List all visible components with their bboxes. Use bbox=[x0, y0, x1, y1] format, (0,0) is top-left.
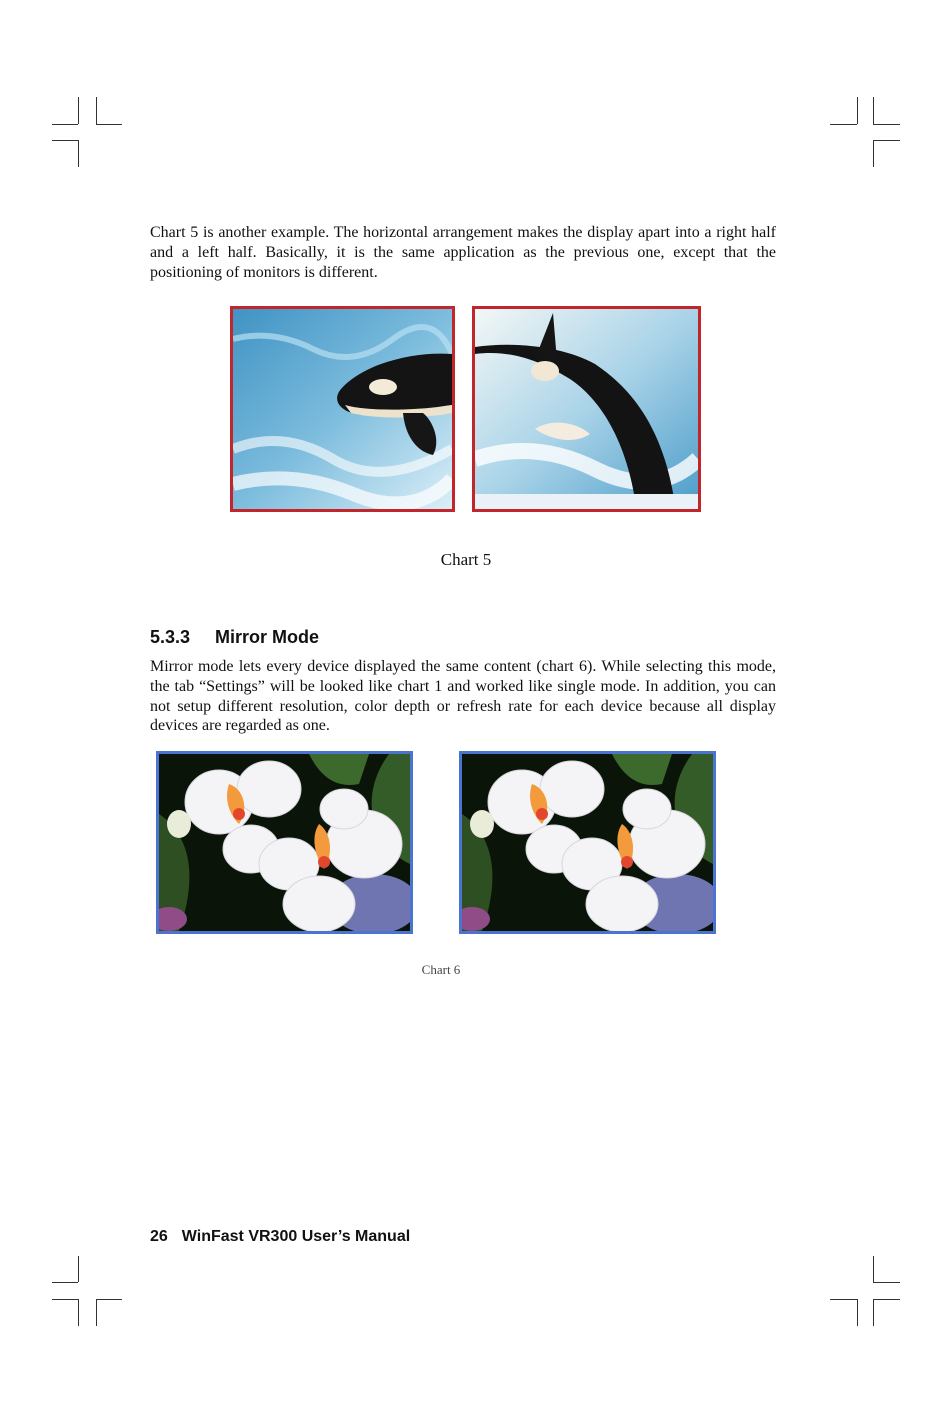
section-number: 5.3.3 bbox=[150, 627, 191, 647]
chart6-caption: Chart 6 bbox=[421, 962, 461, 977]
page-number: 26 bbox=[150, 1228, 168, 1245]
chart5-caption: Chart 5 bbox=[440, 550, 492, 569]
chart6-right-image bbox=[459, 751, 716, 934]
mirror-mode-paragraph: Mirror mode lets every device displayed the same content (chart 6). While selecting this mode, the tab “Settings” will be looked like chart 1 and worked like single mode. In addition, you can not setup different resolution, color depth or refresh rate for each device because all display devices are regarded as one. bbox=[150, 658, 776, 735]
manual-title: WinFast VR300 User’s Manual bbox=[181, 1228, 411, 1245]
page-footer bbox=[150, 1228, 410, 1246]
section-heading bbox=[150, 627, 319, 648]
section-title: Mirror Mode bbox=[215, 627, 320, 647]
chart5-right-image bbox=[472, 306, 701, 512]
chart6-left-image bbox=[156, 751, 413, 934]
chart5-left-image bbox=[230, 306, 455, 512]
intro-paragraph: Chart 5 is another example. The horizontal arrangement makes the display apart into a right half and a left half. Basically, it is the same application as the previous one, except that the positioning of monitors is different. bbox=[150, 224, 776, 281]
